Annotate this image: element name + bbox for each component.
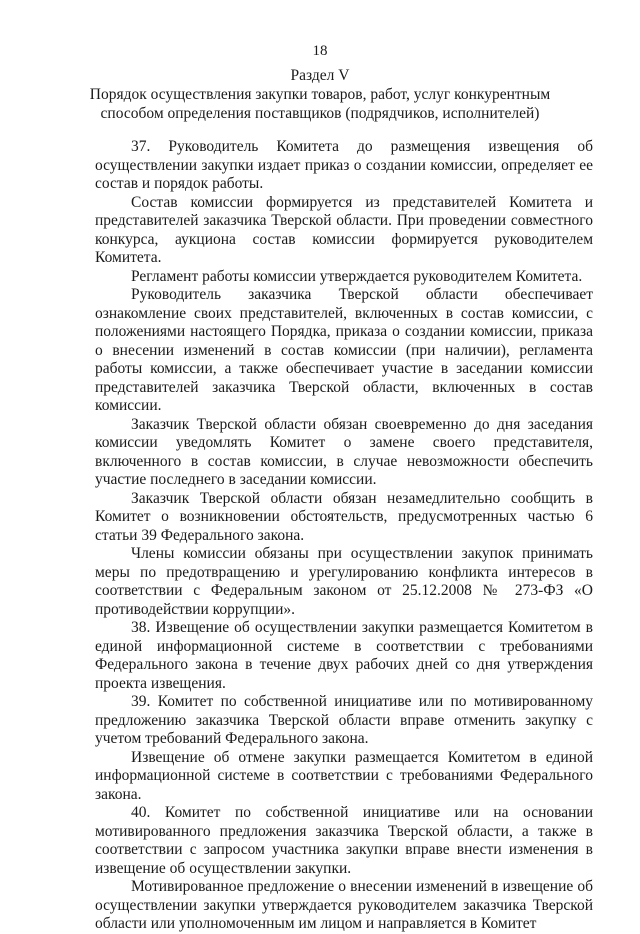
paragraph-circumstances-notice: Заказчик Тверской области обязан незамедлительно сообщить в Комитет о возникновении обстоятельств, предусмотренных частью 6 статьи 39 Федерального закона. — [95, 489, 593, 544]
section-title: Раздел V — [290, 67, 350, 84]
paragraph-40: 40. Комитет по собственной инициативе или на основании мотивированного предложения заказчика Тверской области, а также в соответствии с запросом участника закупки вправе внести изменения в извещение об осуществлении закупки. — [95, 804, 593, 877]
paragraph-amendment-proposal: Мотивированное предложение о внесении изменений в извещение об осуществлении закупки утверждается руководителем заказчика Тверской области или уполномоченным им лицом и направляется в Комитет — [95, 878, 593, 932]
paragraph-commission-composition: Состав комиссии формируется из представителей Комитета и представителей заказчика Тверской области. При проведении совместного конкурса, аукциона состав комиссии формируется руководителем Комитета. — [95, 193, 593, 266]
paragraph-commission-regulation: Регламент работы комиссии утверждается руководителем Комитета. — [131, 267, 583, 285]
section-subtitle: Порядок осуществления закупки товаров, работ, услуг конкурентным способом определения поставщиков (подрядчиков, исполнителей) — [89, 86, 551, 122]
page-number: 18 — [312, 43, 328, 59]
paragraph-customer-head-duties: Руководитель заказчика Тверской области обеспечивает ознакомление своих представителей, включенных в состав комиссии, с положениями настоящего Порядка, приказа о создании комиссии, приказа о внесении изменений в состав комиссии (при наличии), регламента работы комиссии, а также обеспечивает участие в заседании комиссии представителей заказчика Тверской области, включенных в состав комиссии. — [95, 286, 593, 414]
paragraph-conflict-of-interest: Члены комиссии обязаны при осуществлении закупок принимать меры по предотвращению и урегулированию конфликта интересов в соответствии с Федеральным законом от 25.12.2008 № 273-ФЗ «О противодействии коррупции». — [95, 545, 593, 618]
paragraph-cancellation-notice: Извещение об отмене закупки размещается Комитетом в единой информационной системе в соответствии с требованиями Федерального закона. — [95, 748, 593, 803]
paragraph-39: 39. Комитет по собственной инициативе или по мотивированному предложению заказчика Тверской области вправе отменить закупку с учетом требований Федерального закона. — [95, 693, 593, 747]
paragraph-37: 37. Руководитель Комитета до размещения извещения об осуществлении закупки издает приказ о создании комиссии, определяет ее состав и порядок работы. — [95, 138, 593, 192]
paragraph-representative-replacement: Заказчик Тверской области обязан своевременно до дня заседания комиссии уведомлять Комитет о замене своего представителя, включенного в состав комиссии, в случае невозможности обеспечить участие последнего в заседании комиссии. — [95, 415, 593, 488]
document-body — [95, 138, 593, 934]
paragraph-38: 38. Извещение об осуществлении закупки размещается Комитетом в единой информационной системе в соответствии с требованиями Федерального закона в течение двух рабочих дней со дня утверждения проекта извещения. — [95, 619, 593, 692]
